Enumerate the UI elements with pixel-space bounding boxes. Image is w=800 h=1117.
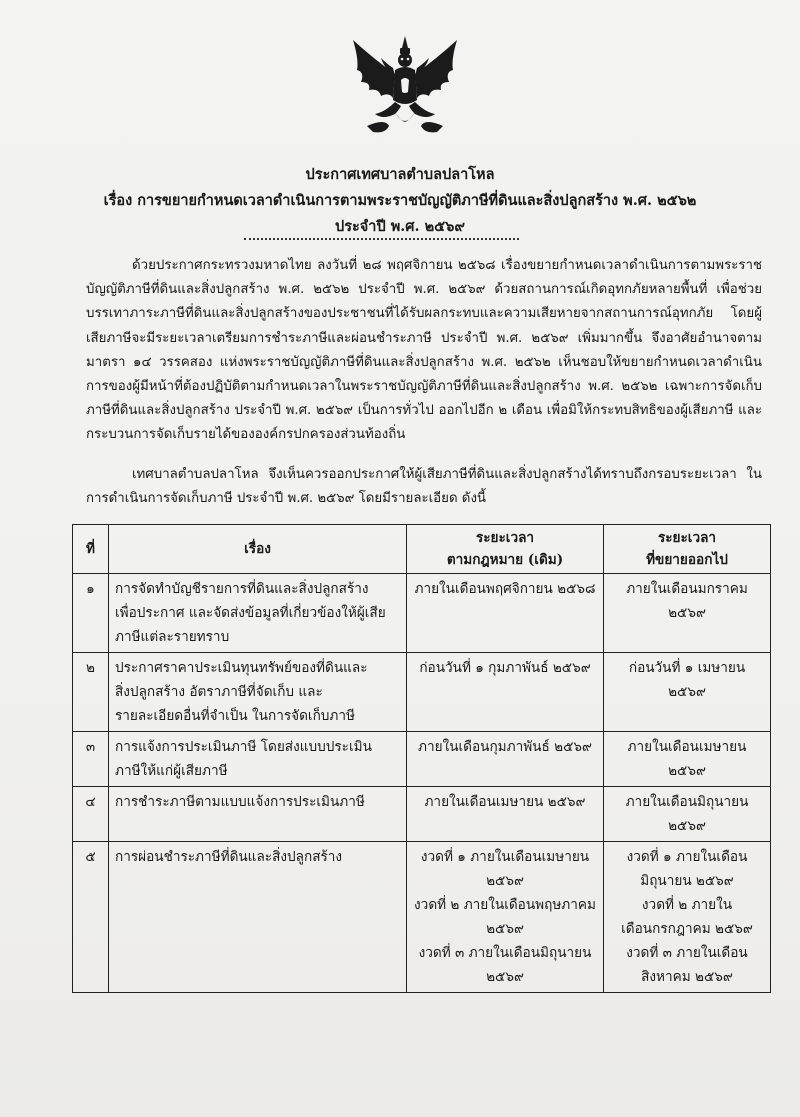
row-old-period: [407, 653, 604, 732]
row-new-period-line: ๒๕๖๙: [668, 763, 706, 779]
header-no: ที่: [73, 525, 109, 574]
schedule-table: [72, 524, 771, 993]
table-row: [73, 574, 771, 653]
row-subject: [109, 653, 407, 732]
row-new-period-line: ภายในเดือนมิถุนายน: [625, 794, 749, 810]
row-subject-line: การจัดทำบัญชีรายการที่ดินและสิ่งปลูกสร้าง: [115, 581, 369, 597]
row-new-period: [604, 842, 771, 993]
row-number: ๑: [73, 574, 109, 653]
header-old-period: [407, 525, 604, 574]
row-number: ๔: [73, 787, 109, 842]
table-row: [73, 842, 771, 993]
row-old-period-line: ๒๕๖๙: [486, 969, 524, 985]
row-subject: [109, 732, 407, 787]
row-old-period-line: ก่อนวันที่ ๑ กุมภาพันธ์ ๒๕๖๙: [419, 660, 591, 676]
row-new-period-line: สิงหาคม ๒๕๖๙: [641, 969, 733, 985]
table-row: [73, 653, 771, 732]
row-new-period-line: ๒๕๖๙: [668, 818, 706, 834]
row-new-period-line: ก่อนวันที่ ๑ เมษายน: [628, 660, 746, 676]
body-paragraph-2: เทศบาลตำบลปลาโหล จึงเห็นควรออกประกาศให้ผู้เสียภาษีที่ดินและสิ่งปลูกสร้างได้ทราบถึงกรอบระยะเวลา ในการดำเนินการจัดเก็บภาษี ประจำปี พ.ศ. ๒๕๖๙ โดยมีรายละเอียด ดังนี้: [86, 467, 762, 507]
body-paragraph-1: ด้วยประกาศกระทรวงมหาดไทย ลงวันที่ ๒๘ พฤศจิกายน ๒๕๖๘ เรื่องขยายกำหนดเวลาดำเนินการตามพระราชบัญญัติภาษีที่ดินและสิ่งปลูกสร้าง พ.ศ. ๒๕๖๒ ประจำปี พ.ศ. ๒๕๖๙ ด้วยสถานการณ์เกิดอุทกภัยหลายพื้นที่ เพื่อช่วยบรรเทาภาระภาษีที่ดินและสิ่งปลูกสร้างของประชาชนที่ได้รับผลกระทบและความเสียหายจากสถานการณ์อุทกภัย โดยผู้เสียภาษีจะมีระยะเวลาเตรียมการชำระภาษีและผ่อนชำระภาษี ประจำปี พ.ศ. ๒๕๖๙ เพิ่มมากขึ้น จึงอาศัยอำนาจตามมาตรา ๑๔ วรรคสอง แห่งพระราชบัญญัติภาษีที่ดินและสิ่งปลูกสร้าง พ.ศ. ๒๕๖๒ เห็นชอบให้ขยายกำหนดเวลาดำเนินการของผู้มีหน้าที่ต้องปฏิบัติตามกำหนดเวลาในพระราชบัญญัติภาษีที่ดินและสิ่งปลูกสร้าง พ.ศ. ๒๕๖๒ เฉพาะการจัดเก็บภาษีที่ดินและสิ่งปลูกสร้าง ประจำปี พ.ศ. ๒๕๖๙ เป็นการทั่วไป ออกไปอีก ๒ เดือน เพื่อมิให้กระทบสิทธิของผู้เสียภาษี และกระบวนการจัดเก็บรายได้ขององค์กรปกครองส่วนท้องถิ่น: [86, 258, 762, 443]
row-old-period-line: ภายในเดือนพฤศจิกายน ๒๕๖๘: [414, 581, 596, 597]
row-new-period: [604, 787, 771, 842]
row-subject-line: การแจ้งการประเมินภาษี โดยส่งแบบประเมิน: [115, 739, 372, 755]
row-number: ๓: [73, 732, 109, 787]
header-old-line1: ระยะเวลา: [475, 530, 535, 546]
row-old-period-line: งวดที่ ๑ ภายในเดือนเมษายน: [420, 849, 590, 865]
table-row: [73, 732, 771, 787]
row-subject-line: รายละเอียดอื่นที่จำเป็น ในการจัดเก็บภาษี: [115, 708, 355, 724]
row-number: ๒: [73, 653, 109, 732]
row-old-period: [407, 574, 604, 653]
row-old-period: [407, 787, 604, 842]
row-old-period-line: ๒๕๖๙: [486, 921, 524, 937]
title-divider: [244, 238, 519, 240]
announcement-title: [40, 162, 760, 240]
row-old-period-line: งวดที่ ๓ ภายในเดือนมิถุนายน: [418, 945, 592, 961]
row-subject-line: สิ่งปลูกสร้าง อัตราภาษีที่จัดเก็บ และ: [115, 684, 323, 700]
row-subject-line: เพื่อประกาศ และจัดส่งข้อมูลที่เกี่ยวข้องให้ผู้เสีย: [115, 605, 386, 621]
header-new-period: [604, 525, 771, 574]
row-subject-line: ภาษีให้แก่ผู้เสียภาษี: [115, 763, 228, 779]
row-new-period-line: ๒๕๖๙: [668, 605, 706, 621]
row-old-period: [407, 732, 604, 787]
row-new-period-line: งวดที่ ๓ ภายในเดือน: [626, 945, 748, 961]
row-old-period-line: งวดที่ ๒ ภายในเดือนพฤษภาคม: [414, 897, 596, 913]
row-number: ๕: [73, 842, 109, 993]
garuda-emblem-icon: [345, 30, 465, 142]
row-subject: [109, 574, 407, 653]
row-subject: [109, 842, 407, 993]
row-new-period-line: ภายในเดือนมกราคม: [626, 581, 748, 597]
row-subject-line: ประกาศราคาประเมินทุนทรัพย์ของที่ดินและ: [115, 660, 368, 676]
row-subject: [109, 787, 407, 842]
row-new-period-line: เดือนกรกฎาคม ๒๕๖๙: [621, 921, 753, 937]
year-line: ประจำปี พ.ศ. ๒๕๖๙: [335, 218, 465, 235]
row-subject-line: ภาษีแต่ละรายทราบ: [115, 629, 230, 645]
header-new-line2: ที่ขยายออกไป: [646, 552, 728, 568]
row-new-period: [604, 653, 771, 732]
table-header-row: [73, 525, 771, 574]
row-old-period-line: ๒๕๖๙: [486, 873, 524, 889]
row-new-period-line: มิถุนายน ๒๕๖๙: [640, 873, 734, 889]
header-subject: เรื่อง: [109, 525, 407, 574]
row-old-period-line: ภายในเดือนเมษายน ๒๕๖๙: [424, 794, 586, 810]
row-new-period-line: งวดที่ ๒ ภายใน: [641, 897, 733, 913]
row-old-period: [407, 842, 604, 993]
row-new-period-line: ๒๕๖๙: [668, 684, 706, 700]
row-new-period: [604, 574, 771, 653]
row-old-period-line: ภายในเดือนกุมภาพันธ์ ๒๕๖๙: [418, 739, 592, 755]
row-subject-line: การผ่อนชำระภาษีที่ดินและสิ่งปลูกสร้าง: [115, 849, 343, 865]
row-new-period-line: งวดที่ ๑ ภายในเดือน: [626, 849, 748, 865]
row-subject-line: การชำระภาษีตามแบบแจ้งการประเมินภาษี: [115, 794, 365, 810]
table-row: [73, 787, 771, 842]
header-old-line2: ตามกฎหมาย (เดิม): [446, 552, 564, 568]
row-new-period: [604, 732, 771, 787]
org-line: ประกาศเทศบาลตำบลปลาโหล: [305, 166, 495, 183]
subject-line: เรื่อง การขยายกำหนดเวลาดำเนินการตามพระราชบัญญัติภาษีที่ดินและสิ่งปลูกสร้าง พ.ศ. ๒๕๖๒: [103, 192, 697, 209]
row-new-period-line: ภายในเดือนเมษายน: [627, 739, 747, 755]
header-new-line1: ระยะเวลา: [657, 530, 717, 546]
